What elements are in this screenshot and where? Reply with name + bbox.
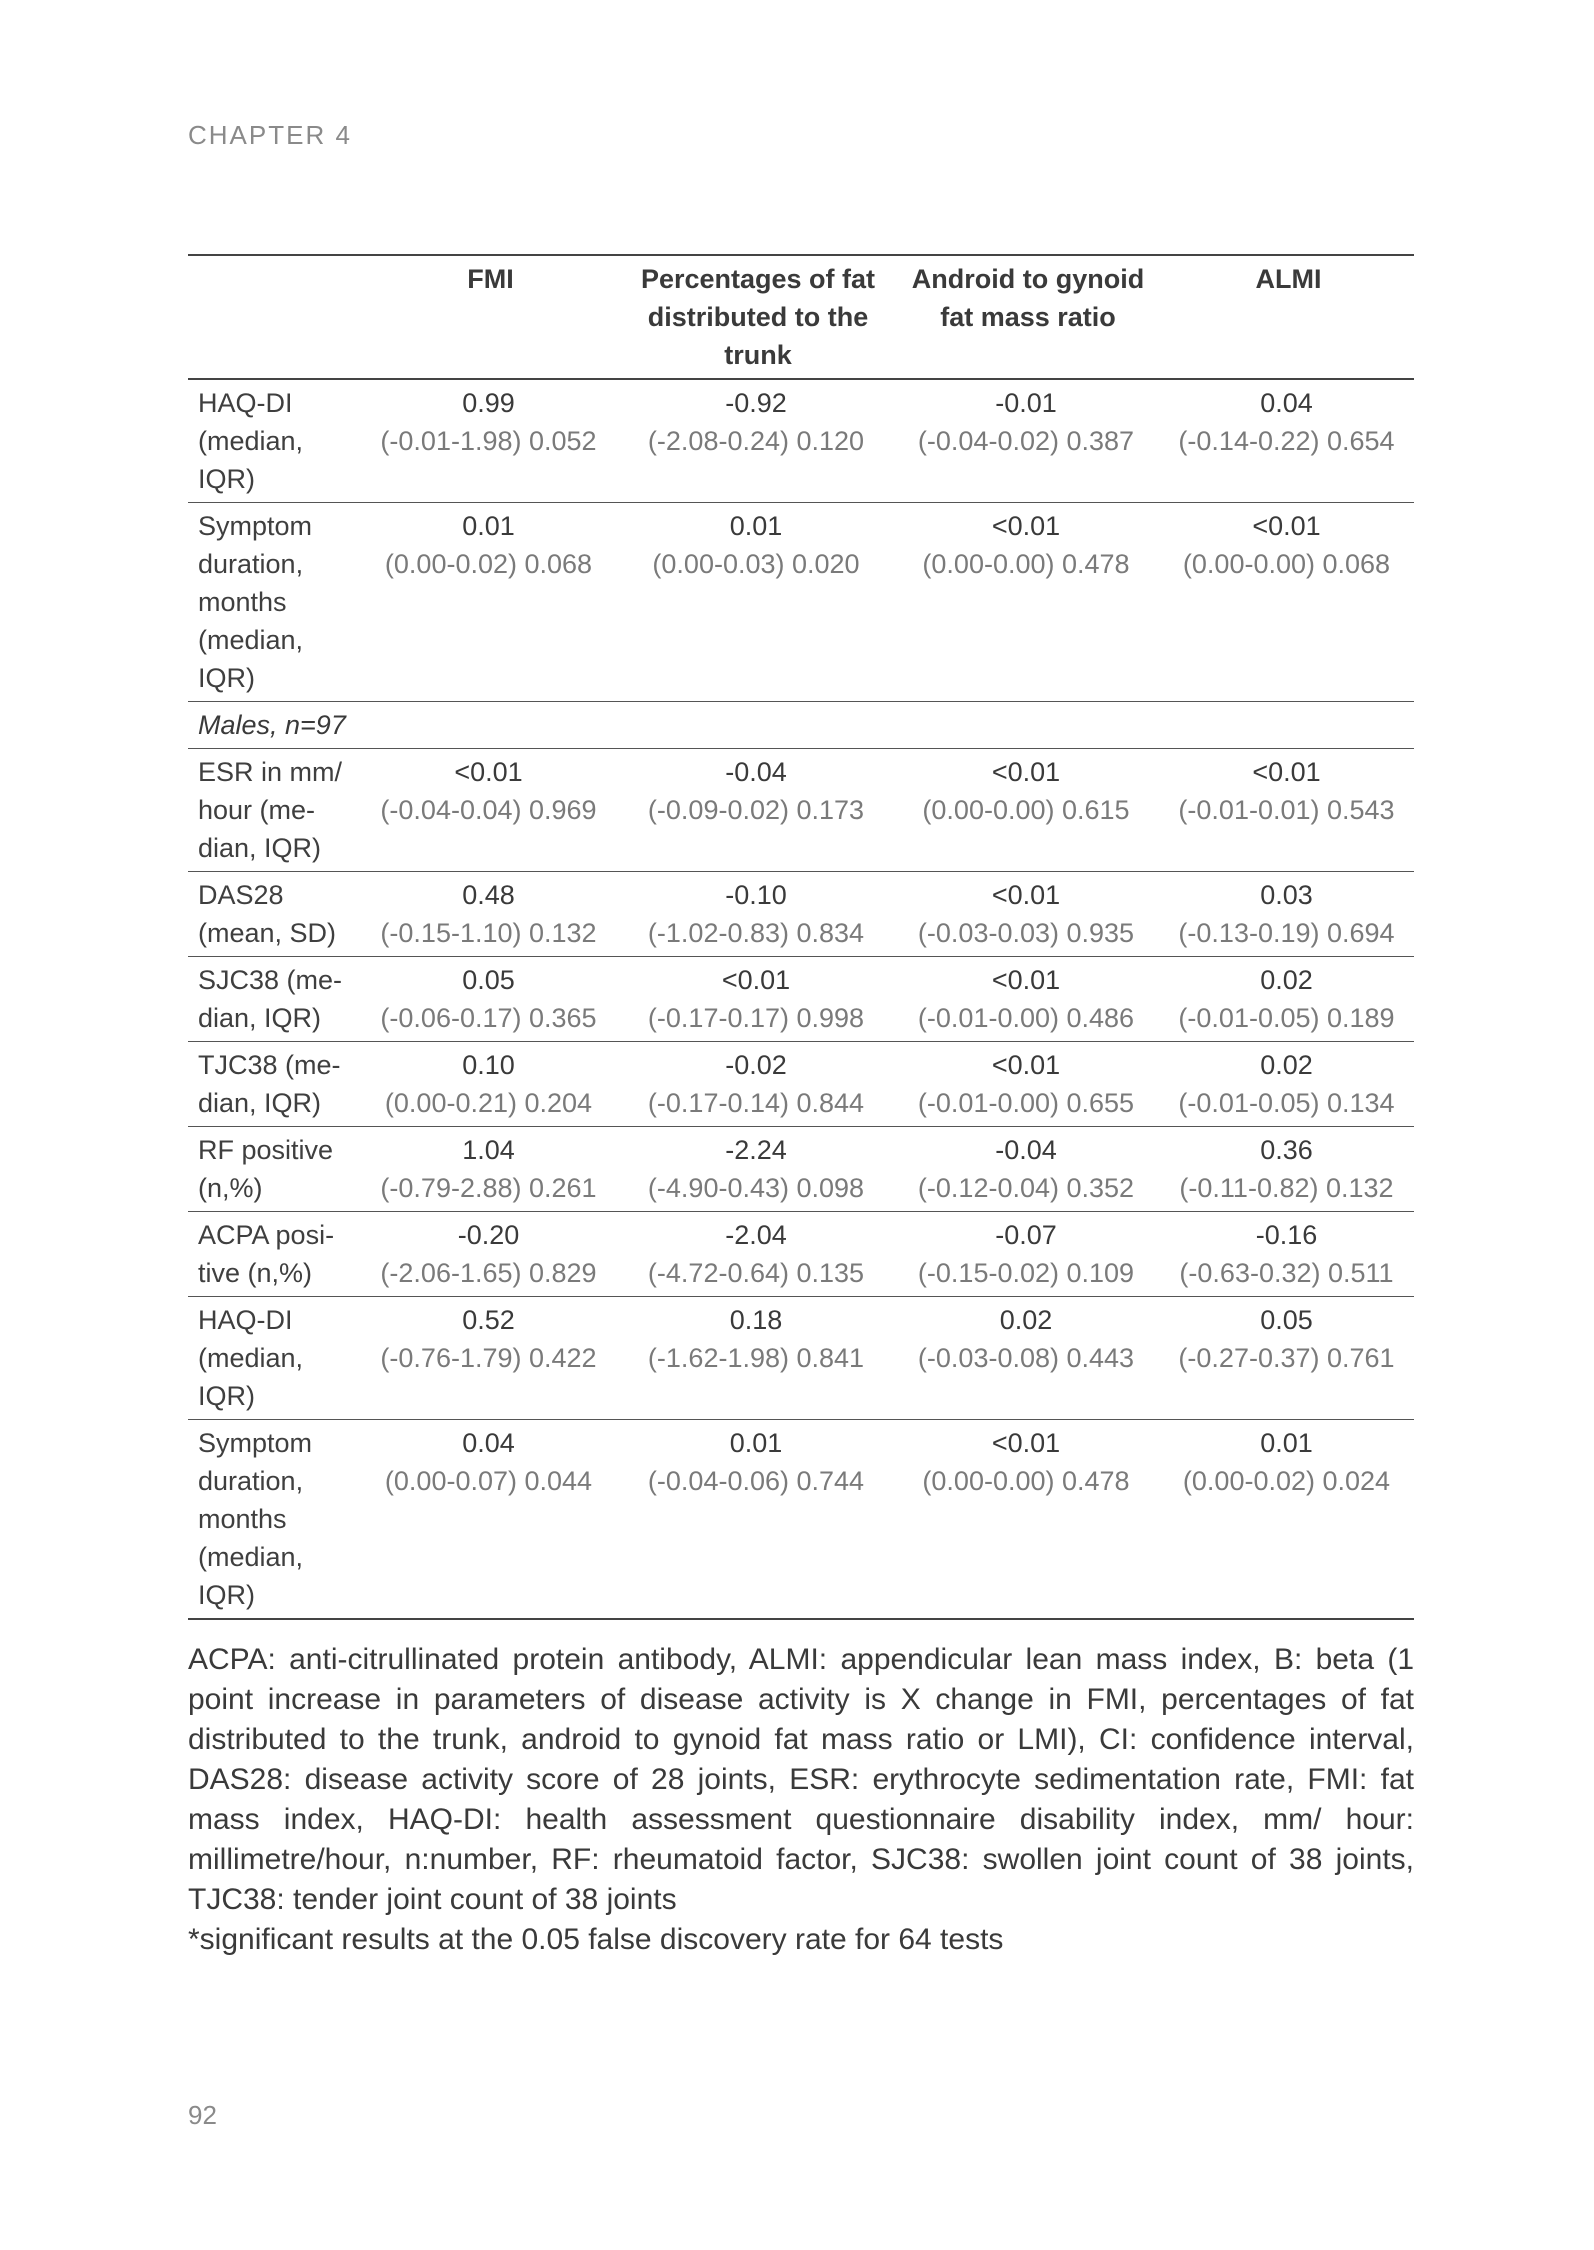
ci-p-value: (0.00-0.21) 0.204: [384, 1088, 593, 1118]
table-cell: [1163, 503, 1414, 702]
beta-value: -0.02: [725, 1050, 787, 1080]
ci-p-value: (0.00-0.00) 0.068: [1182, 549, 1391, 579]
regression-results-table: [188, 254, 1414, 1620]
ci-p-value: (-0.03-0.03) 0.935: [917, 918, 1135, 948]
table-cell: [1163, 379, 1414, 503]
table-row: [188, 749, 1414, 872]
table-cell: [1163, 1420, 1414, 1620]
beta-value: -0.16: [1255, 1220, 1318, 1250]
row-label: TJC38 (me- dian, IQR): [198, 1050, 341, 1118]
ci-p-value: (-0.17-0.14) 0.844: [647, 1088, 865, 1118]
ci-p-value: (-4.90-0.43) 0.098: [647, 1173, 865, 1203]
ci-p-value: (-1.02-0.83) 0.834: [647, 918, 865, 948]
table-cell: [358, 503, 623, 702]
table-row: [188, 1297, 1414, 1420]
column-header-trunk-fat: Percentages of fat distributed to the trunk: [640, 264, 876, 370]
table-cell: [893, 503, 1163, 702]
row-label: ESR in mm/ hour (me- dian, IQR): [198, 757, 343, 863]
table-cell: [623, 1420, 893, 1620]
table-row: [188, 1042, 1414, 1127]
ci-p-value: (-0.79-2.88) 0.261: [380, 1173, 597, 1203]
table-cell: [1163, 1042, 1414, 1127]
ci-p-value: (-0.76-1.79) 0.422: [380, 1343, 597, 1373]
ci-p-value: (-1.62-1.98) 0.841: [647, 1343, 865, 1373]
ci-p-value: (-0.04-0.06) 0.744: [647, 1466, 865, 1496]
beta-value: 0.01: [729, 1428, 783, 1458]
ci-p-value: (-0.04-0.04) 0.969: [380, 795, 597, 825]
row-label: Symptom duration, months (median, IQR): [198, 511, 313, 693]
table-cell: [1163, 749, 1414, 872]
beta-value: <0.01: [1252, 511, 1321, 541]
table-row: [188, 957, 1414, 1042]
ci-p-value: (0.00-0.00) 0.615: [922, 795, 1130, 825]
table-body: [188, 379, 1414, 1619]
table-row: [188, 1420, 1414, 1620]
beta-value: -0.04: [995, 1135, 1057, 1165]
beta-value: <0.01: [991, 757, 1061, 787]
beta-value: 0.05: [462, 965, 515, 995]
table-cell: [623, 1212, 893, 1297]
column-header-almi: ALMI: [1255, 264, 1322, 294]
page-number: 92: [188, 2100, 217, 2130]
beta-value: -2.24: [725, 1135, 787, 1165]
section-label: Males, n=97: [198, 710, 346, 740]
beta-value: 0.04: [1260, 388, 1313, 418]
table-cell: [893, 379, 1163, 503]
table-cell: [623, 503, 893, 702]
beta-value: 0.02: [999, 1305, 1053, 1335]
table-cell: [1163, 872, 1414, 957]
ci-p-value: (-0.09-0.02) 0.173: [647, 795, 865, 825]
table-row: [188, 1212, 1414, 1297]
ci-p-value: (-0.13-0.19) 0.694: [1178, 918, 1395, 948]
beta-value: 0.36: [1260, 1135, 1313, 1165]
footnote-significance: *significant results at the 0.05 false discovery rate for 64 tests: [188, 1923, 1004, 1956]
ci-p-value: (0.00-0.07) 0.044: [384, 1466, 593, 1496]
table-cell: [1163, 1297, 1414, 1420]
beta-value: 0.01: [1260, 1428, 1313, 1458]
row-label: RF positive (n,%): [198, 1135, 334, 1203]
ci-p-value: (-0.15-1.10) 0.132: [380, 918, 597, 948]
table-row: [188, 503, 1414, 702]
table-header-row: [188, 255, 1414, 379]
beta-value: 0.04: [462, 1428, 515, 1458]
beta-value: -0.92: [725, 388, 787, 418]
ci-p-value: (-0.27-0.37) 0.761: [1178, 1343, 1395, 1373]
table-cell: [893, 1127, 1163, 1212]
beta-value: 0.52: [462, 1305, 515, 1335]
beta-value: -0.07: [995, 1220, 1057, 1250]
ci-p-value: (-0.04-0.02) 0.387: [917, 426, 1135, 456]
beta-value: <0.01: [991, 1050, 1061, 1080]
ci-p-value: (-0.01-1.98) 0.052: [380, 426, 597, 456]
table-cell: [623, 749, 893, 872]
beta-value: 0.02: [1260, 1050, 1313, 1080]
column-header-android-gynoid: Android to gynoid fat mass ratio: [911, 264, 1145, 332]
table-cell: [358, 379, 623, 503]
row-label: DAS28 (mean, SD): [198, 880, 337, 948]
table-cell: [893, 1297, 1163, 1420]
ci-p-value: (-0.06-0.17) 0.365: [380, 1003, 597, 1033]
table-cell: [623, 1127, 893, 1212]
row-label: Symptom duration, months (median, IQR): [198, 1428, 313, 1610]
table-cell: [358, 957, 623, 1042]
table-cell: [893, 872, 1163, 957]
table-cell: [623, 1297, 893, 1420]
beta-value: 0.05: [1260, 1305, 1313, 1335]
ci-p-value: (0.00-0.02) 0.024: [1182, 1466, 1391, 1496]
beta-value: 0.01: [729, 511, 783, 541]
table-cell: [358, 1297, 623, 1420]
row-label: HAQ-DI (median, IQR): [198, 388, 304, 494]
beta-value: <0.01: [1252, 757, 1321, 787]
ci-p-value: (0.00-0.00) 0.478: [922, 1466, 1130, 1496]
table-footnote: [188, 1640, 1414, 1960]
table-cell: [623, 1042, 893, 1127]
table-row: [188, 1127, 1414, 1212]
beta-value: -0.10: [725, 880, 787, 910]
column-header-fmi: FMI: [467, 264, 514, 294]
ci-p-value: (-0.63-0.32) 0.511: [1179, 1258, 1394, 1288]
beta-value: -0.04: [725, 757, 787, 787]
ci-p-value: (-0.01-0.05) 0.134: [1178, 1088, 1395, 1118]
section-row: [188, 702, 1414, 749]
beta-value: 0.01: [462, 511, 515, 541]
ci-p-value: (0.00-0.03) 0.020: [652, 549, 860, 579]
ci-p-value: (-0.14-0.22) 0.654: [1178, 426, 1395, 456]
table-cell: [893, 749, 1163, 872]
beta-value: <0.01: [991, 880, 1061, 910]
results-table-container: [188, 254, 1414, 1620]
beta-value: <0.01: [991, 511, 1061, 541]
beta-value: 1.04: [462, 1135, 515, 1165]
beta-value: <0.01: [991, 1428, 1061, 1458]
ci-p-value: (-0.17-0.17) 0.998: [647, 1003, 865, 1033]
beta-value: <0.01: [721, 965, 791, 995]
table-cell: [358, 1212, 623, 1297]
beta-value: -0.01: [995, 388, 1057, 418]
column-header-label: [188, 255, 358, 379]
table-cell: [623, 872, 893, 957]
table-cell: [358, 872, 623, 957]
ci-p-value: (-0.12-0.04) 0.352: [917, 1173, 1135, 1203]
table-row: [188, 872, 1414, 957]
ci-p-value: (-0.01-0.05) 0.189: [1178, 1003, 1395, 1033]
row-label: ACPA posi- tive (n,%): [198, 1220, 335, 1288]
beta-value: 0.99: [462, 388, 515, 418]
beta-value: <0.01: [991, 965, 1061, 995]
beta-value: 0.48: [462, 880, 515, 910]
footnote-abbreviations: ACPA: anti-citrullinated protein antibody, ALMI: appendicular lean mass index, B: beta (1 point increase in parameters of disease activity is X change in FMI, percentages of fat distributed to the trunk, android to gynoid fat mass ratio or LMI), CI: confidence interval, DAS28: disease activity score of 28 joints, ESR: erythrocyte sedimentation rate, FMI: fat mass index, HAQ-DI: health assessment questionnaire disability index, mm/ hour: millimetre/hour, n:number, RF: rheumatoid factor, SJC38: swollen joint count of 38 joints, TJC38: tender joint count of 38 joints: [188, 1643, 1414, 1916]
table-cell: [623, 379, 893, 503]
table-cell: [1163, 957, 1414, 1042]
row-label: HAQ-DI (median, IQR): [198, 1305, 304, 1411]
table-row: [188, 379, 1414, 503]
ci-p-value: (-2.06-1.65) 0.829: [380, 1258, 597, 1288]
table-cell: [893, 1420, 1163, 1620]
table-cell: [623, 957, 893, 1042]
beta-value: <0.01: [454, 757, 523, 787]
ci-p-value: (-4.72-0.64) 0.135: [647, 1258, 865, 1288]
beta-value: -0.20: [457, 1220, 520, 1250]
chapter-heading: CHAPTER 4: [188, 120, 352, 150]
ci-p-value: (-0.03-0.08) 0.443: [917, 1343, 1135, 1373]
beta-value: 0.02: [1260, 965, 1313, 995]
table-cell: [1163, 1127, 1414, 1212]
beta-value: 0.03: [1260, 880, 1313, 910]
table-cell: [358, 1420, 623, 1620]
table-cell: [358, 749, 623, 872]
ci-p-value: (-0.15-0.02) 0.109: [917, 1258, 1135, 1288]
row-label: SJC38 (me- dian, IQR): [198, 965, 343, 1033]
table-cell: [893, 1042, 1163, 1127]
beta-value: 0.10: [462, 1050, 515, 1080]
ci-p-value: (-0.01-0.01) 0.543: [1178, 795, 1395, 825]
ci-p-value: (-0.01-0.00) 0.655: [917, 1088, 1135, 1118]
table-cell: [1163, 1212, 1414, 1297]
ci-p-value: (-0.01-0.00) 0.486: [917, 1003, 1135, 1033]
table-cell: [358, 1042, 623, 1127]
beta-value: -2.04: [725, 1220, 787, 1250]
table-cell: [358, 1127, 623, 1212]
ci-p-value: (-2.08-0.24) 0.120: [647, 426, 865, 456]
ci-p-value: (0.00-0.00) 0.478: [922, 549, 1130, 579]
table-cell: [893, 1212, 1163, 1297]
beta-value: 0.18: [729, 1305, 783, 1335]
ci-p-value: (-0.11-0.82) 0.132: [1179, 1173, 1394, 1203]
table-cell: [893, 957, 1163, 1042]
ci-p-value: (0.00-0.02) 0.068: [384, 549, 593, 579]
